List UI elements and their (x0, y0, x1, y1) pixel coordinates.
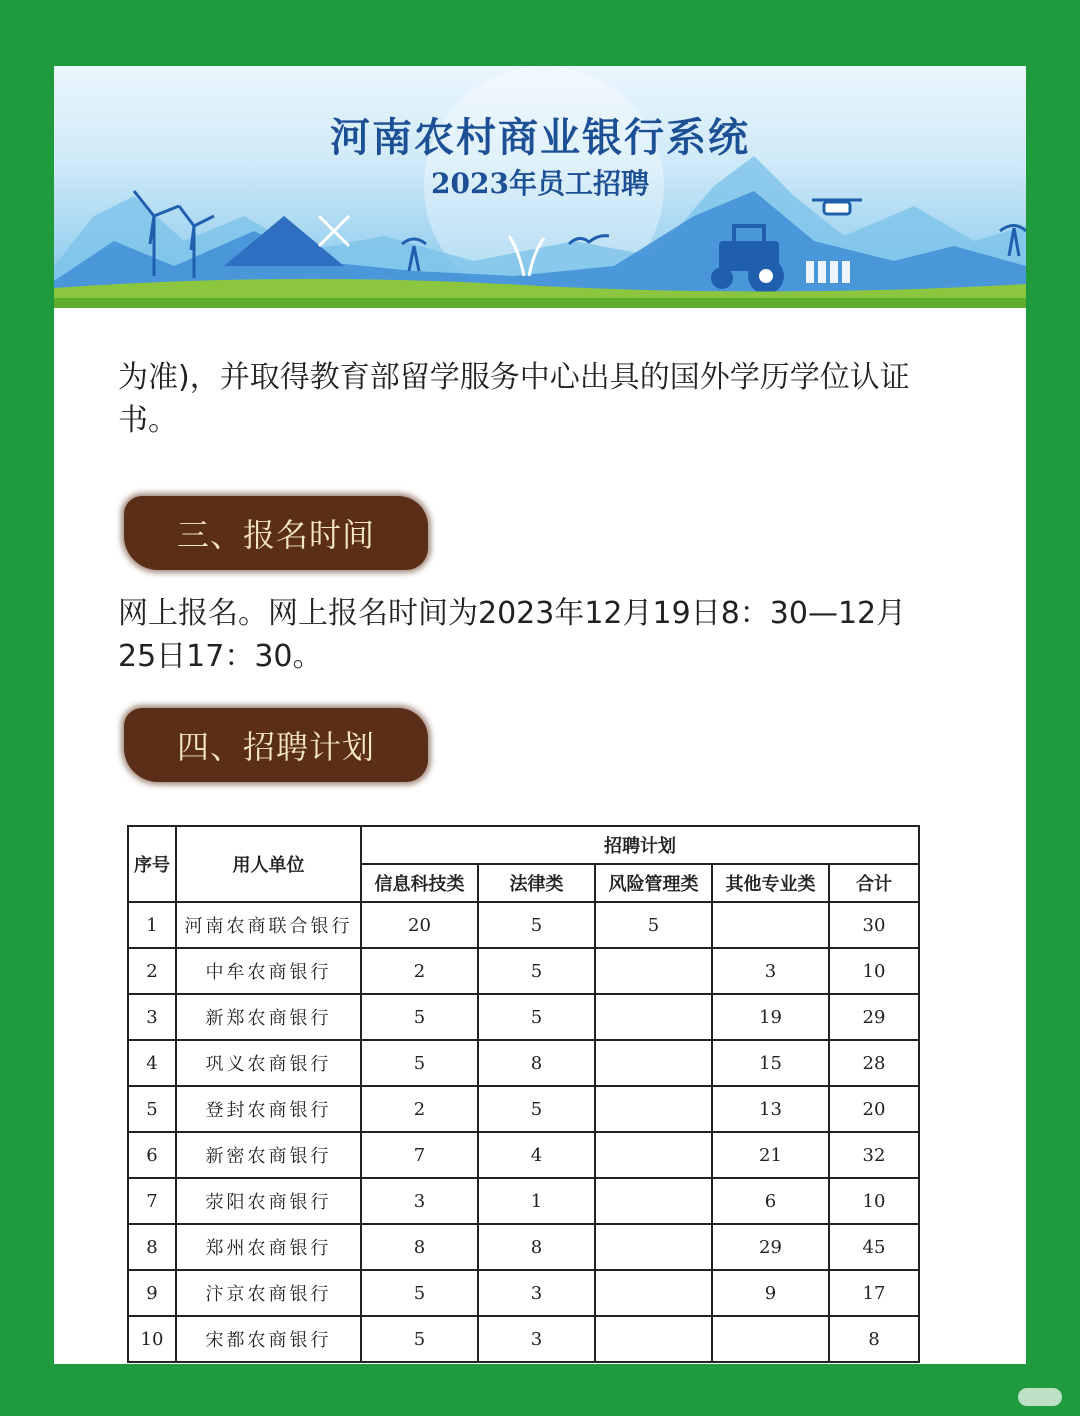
cell-it: 5 (361, 994, 478, 1040)
cell-index: 7 (128, 1178, 176, 1224)
cell-total: 32 (829, 1132, 919, 1178)
cell-law: 1 (478, 1178, 595, 1224)
cell-other (712, 902, 829, 948)
cell-law: 4 (478, 1132, 595, 1178)
section-heading-label: 四、招聘计划 (176, 728, 375, 766)
cell-other: 21 (712, 1132, 829, 1178)
recruitment-plan-table (127, 825, 920, 1363)
cell-risk (595, 1270, 712, 1316)
header-other: 其他专业类 (712, 864, 829, 902)
cell-total: 17 (829, 1270, 919, 1316)
cell-total: 10 (829, 948, 919, 994)
cell-total: 20 (829, 1086, 919, 1132)
cell-it: 5 (361, 1270, 478, 1316)
cell-total: 29 (829, 994, 919, 1040)
cell-risk (595, 1316, 712, 1362)
cell-law: 3 (478, 1270, 595, 1316)
cell-total: 8 (829, 1316, 919, 1362)
cell-index: 1 (128, 902, 176, 948)
cell-law: 8 (478, 1040, 595, 1086)
cell-law: 5 (478, 902, 595, 948)
header-plan: 招聘计划 (361, 826, 919, 864)
header-risk: 风险管理类 (595, 864, 712, 902)
cell-index: 9 (128, 1270, 176, 1316)
cell-it: 7 (361, 1132, 478, 1178)
cell-law: 5 (478, 948, 595, 994)
drone-icon (812, 200, 862, 214)
section-heading-plan (124, 708, 428, 782)
cell-risk (595, 1224, 712, 1270)
table-row (128, 1132, 919, 1178)
section-heading-label: 三、报名时间 (176, 516, 375, 554)
registration-paragraph: 网上报名。网上报名时间为2023年12月19日8：30—12月25日17：30。 (118, 596, 907, 674)
cell-it: 2 (361, 1086, 478, 1132)
cell-it: 5 (361, 1040, 478, 1086)
cell-unit: 新密农商银行 (176, 1132, 361, 1178)
cell-unit: 新郑农商银行 (176, 994, 361, 1040)
table-row (128, 1316, 919, 1362)
cell-law: 5 (478, 994, 595, 1040)
cell-risk (595, 1178, 712, 1224)
cell-unit: 中牟农商银行 (176, 948, 361, 994)
cell-risk (595, 1086, 712, 1132)
intro-paragraph: 为准)，并取得教育部留学服务中心出具的国外学历学位认证书。 (118, 360, 910, 438)
cell-index: 8 (128, 1224, 176, 1270)
watermark-badge (1018, 1388, 1062, 1406)
cell-unit: 荥阳农商银行 (176, 1178, 361, 1224)
banner-title: 河南农村商业银行系统 (330, 114, 750, 161)
cell-unit: 郑州农商银行 (176, 1224, 361, 1270)
cell-it: 8 (361, 1224, 478, 1270)
cell-total: 10 (829, 1178, 919, 1224)
table-row (128, 1040, 919, 1086)
cell-it: 3 (361, 1178, 478, 1224)
cell-it: 2 (361, 948, 478, 994)
header-banner (54, 66, 1026, 308)
cell-index: 2 (128, 948, 176, 994)
cell-law: 8 (478, 1224, 595, 1270)
cell-other: 13 (712, 1086, 829, 1132)
cell-risk (595, 1132, 712, 1178)
cell-index: 6 (128, 1132, 176, 1178)
cell-other: 19 (712, 994, 829, 1040)
table-row (128, 994, 919, 1040)
header-law: 法律类 (478, 864, 595, 902)
cell-unit: 登封农商银行 (176, 1086, 361, 1132)
cell-index: 4 (128, 1040, 176, 1086)
cell-risk (595, 994, 712, 1040)
cell-unit: 汴京农商银行 (176, 1270, 361, 1316)
table-row (128, 1178, 919, 1224)
cell-total: 30 (829, 902, 919, 948)
cell-other (712, 1316, 829, 1362)
banner-subtitle: 2023年员工招聘 (431, 167, 649, 200)
cell-index: 5 (128, 1086, 176, 1132)
cell-total: 45 (829, 1224, 919, 1270)
cell-law: 3 (478, 1316, 595, 1362)
cell-other: 29 (712, 1224, 829, 1270)
windmill-icon (319, 216, 349, 246)
cell-other: 9 (712, 1270, 829, 1316)
cell-it: 5 (361, 1316, 478, 1362)
header-unit: 用人单位 (176, 826, 361, 902)
cell-risk (595, 948, 712, 994)
cell-risk: 5 (595, 902, 712, 948)
cell-index: 10 (128, 1316, 176, 1362)
table-row (128, 1270, 919, 1316)
cell-total: 28 (829, 1040, 919, 1086)
cell-unit: 河南农商联合银行 (176, 902, 361, 948)
header-index: 序号 (128, 826, 176, 902)
cell-law: 5 (478, 1086, 595, 1132)
section-heading-registration (124, 496, 428, 570)
table-row (128, 902, 919, 948)
cell-risk (595, 1040, 712, 1086)
cell-other: 3 (712, 948, 829, 994)
cell-unit: 宋都农商银行 (176, 1316, 361, 1362)
table-row (128, 948, 919, 994)
header-it: 信息科技类 (361, 864, 478, 902)
table-row (128, 1086, 919, 1132)
table-row (128, 1224, 919, 1270)
cell-it: 20 (361, 902, 478, 948)
cell-other: 15 (712, 1040, 829, 1086)
cell-index: 3 (128, 994, 176, 1040)
cell-unit: 巩义农商银行 (176, 1040, 361, 1086)
header-total: 合计 (829, 864, 919, 902)
document-page (54, 66, 1026, 1364)
cell-other: 6 (712, 1178, 829, 1224)
